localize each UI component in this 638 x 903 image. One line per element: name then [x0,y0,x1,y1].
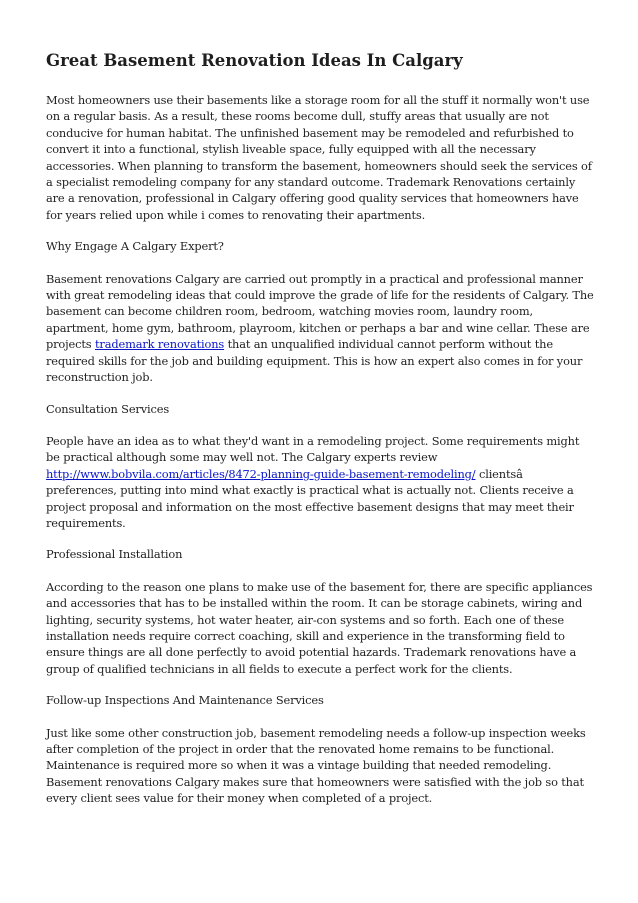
paragraph-text: Basement renovations Calgary are carried out promptly in a practical and professional manner with great remodeling ideas that could improve the grade of life for the residents of Calgary. The basement can become children room, bedroom, watching movies room, laundry room, apartment, home gym, bathroom, playroom, kitchen or perhaps a bar and wine cellar. These are projects [46,271,594,352]
section-heading-installation: Professional Installation [46,547,183,562]
section-heading-consultation: Consultation Services [46,401,170,416]
bobvila-article-link[interactable]: http://www.bobvila.com/articles/8472-planning-guide-basement-remodeling/ [46,466,476,481]
follow-up-paragraph: Just like some other construction job, basement remodeling needs a follow-up inspection weeks after completion of the project in order that the renovated home remains to be functional. Maintenance is required more so when it was a vintage building that needed remodeling. Basement renovations Calgary makes sure that homeowners were satisfied with the job so that every client sees value for their money when completed of a project. [46,725,586,806]
paragraph-text: People have an idea as to what they'd want in a remodeling project. Some requirements might be practical although some may well not. The Calgary experts review [46,433,580,465]
page-title: Great Basement Renovation Ideas In Calgary [46,51,463,70]
intro-paragraph: Most homeowners use their basements like a storage room for all the stuff it normally won't use on a regular basis. As a result, these rooms become dull, stuffy areas that usually are not conducive for human habitat. The unfinished basement may be remodeled and refurbished to convert it into a functional, stylish liveable space, fully equipped with all the necessary accessories. When planning to transform the basement, homeowners should seek the services of a specialist remodeling company for any standard outcome. Trademark Renovations certainly are a renovation, professional in Calgary offering good quality services that homeowners have for years relied upon while i comes to renovating their apartments. [46,93,592,222]
paragraph-text: clientsâ preferences, putting into mind what exactly is practical what is actually not. Clients receive a project proposal and information on the most effective basement designs that may meet their requirements. [46,466,574,530]
installation-paragraph: According to the reason one plans to make use of the basement for, there are specific appliances and accessories that has to be installed within the room. It can be storage cabinets, wiring and lighting, security systems, hot water heater, air-con systems and so forth. Each one of these installation needs require correct coaching, skill and experience in the transforming field to ensure things are all done perfectly to avoid potential hazards. Trademark renovations have a group of qualified technicians in all fields to execute a perfect work for the clients. [46,579,593,676]
section-heading-why-engage: Why Engage A Calgary Expert? [46,239,224,254]
paragraph-text: that an unqualified individual cannot perform without the required skills for the job and building equipment. This is how an expert also comes in for your reconstruction job. [46,337,583,385]
section-heading-follow-up: Follow-up Inspections And Maintenance Services [46,693,324,708]
trademark-renovations-link[interactable]: trademark renovations [94,337,225,352]
document-page [46,50,594,822]
consultation-paragraph [46,433,594,531]
why-engage-paragraph [46,271,594,386]
